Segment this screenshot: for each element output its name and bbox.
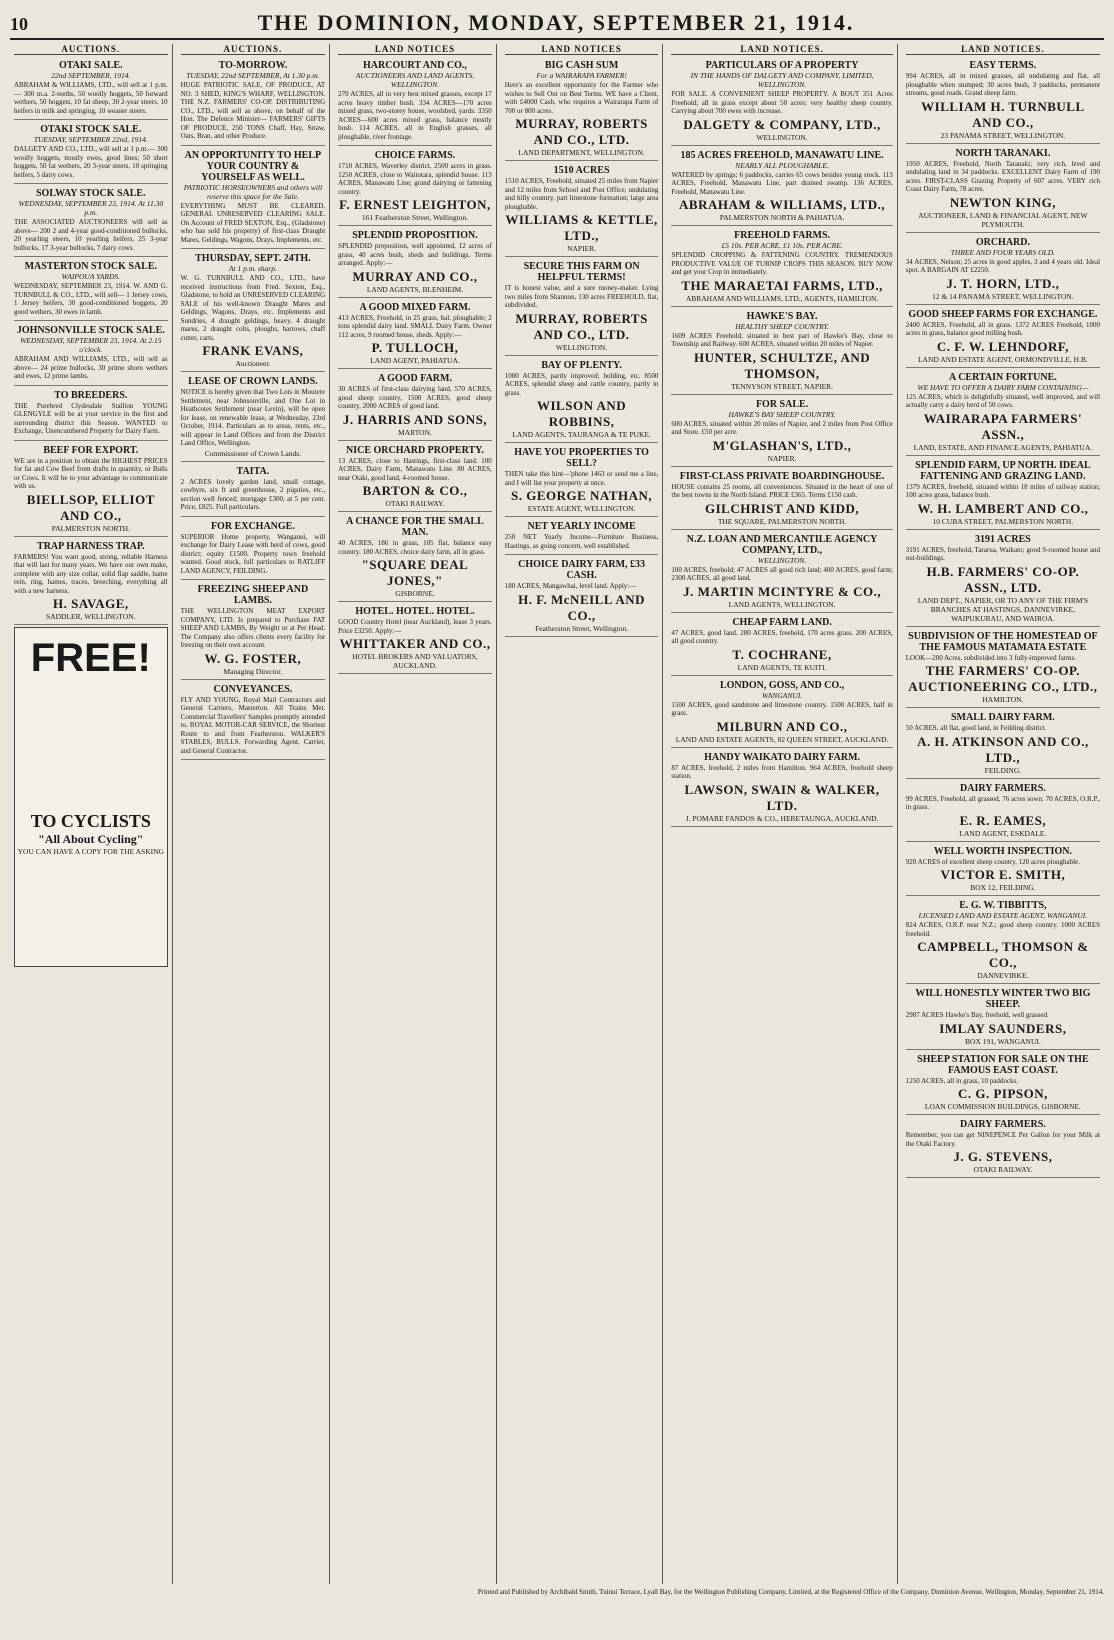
ad-advertiser: MILBURN AND CO.,: [716, 718, 848, 734]
ad-advertiser: MURRAY, ROBERTS AND CO., LTD.: [515, 310, 648, 342]
ad-heading: 3191 ACRES: [974, 533, 1031, 545]
ad-advertiser: P. TULLOCH,: [371, 340, 459, 355]
classified-ad: [338, 148, 492, 226]
ad-advertiser: S. GEORGE NATHAN,: [511, 488, 653, 503]
classified-ad: [338, 300, 492, 370]
ad-address: 161 Featherston Street, Wellington.: [361, 213, 469, 222]
classified-ad: [906, 370, 1100, 456]
ad-subheading: AUCTIONEERS AND LAND AGENTS, WELLINGTON.: [355, 71, 475, 89]
ad-advertiser: W. H. LAMBERT AND CO.,: [917, 500, 1089, 516]
ad-body: 87 ACRES, freehold, 2 miles from Hamilton. 964 ACRES, freehold sheep station.: [671, 763, 893, 780]
ad-address: PALMERSTON NORTH.: [51, 523, 130, 533]
classified-ad: [14, 259, 168, 321]
ad-address: WELLINGTON.: [555, 342, 608, 352]
ad-heading: AN OPPORTUNITY TO HELP YOUR COUNTRY & YOURSELF AS WELL.: [184, 149, 322, 183]
ad-heading: THURSDAY, SEPT. 24TH.: [195, 253, 311, 264]
ad-heading: EASY TERMS.: [969, 60, 1037, 71]
ad-heading: SUBDIVISION OF THE HOMESTEAD OF THE FAMOUS MATAMATA ESTATE: [908, 630, 1098, 653]
ad-heading: SPLENDID PROPOSITION.: [352, 230, 478, 241]
ad-address: LAND AND ESTATE AGENTS, 82 QUEEN STREET, AUCKLAND.: [675, 734, 889, 744]
ad-address: TENNYSON STREET, NAPIER.: [731, 381, 834, 391]
ad-address: FEILDING.: [984, 765, 1022, 775]
classified-ad: [671, 228, 892, 307]
ad-body: LOOK—200 Acres, subdivided into 3 fully-improved farms.: [905, 653, 1077, 662]
ad-advertiser: WILSON AND ROBBINS,: [537, 398, 627, 429]
ad-subheading: TUESDAY, 22nd SEPTEMBER, At 1.30 p.m.: [186, 71, 320, 80]
ad-advertiser: FRANK EVANS,: [202, 343, 304, 358]
column-2: [177, 44, 331, 1584]
ad-advertiser: DALGETY & COMPANY, LTD.,: [683, 116, 881, 132]
ad-heading: CONVEYANCES.: [213, 683, 293, 695]
ad-advertiser: WAIRARAPA FARMERS' ASSN.,: [923, 410, 1083, 442]
ad-advertiser: H. F. McNEILL AND CO.,: [518, 591, 645, 623]
classified-ad: [181, 582, 326, 680]
ad-heading: BIG CASH SUM: [544, 60, 619, 71]
classified-ad: [671, 397, 892, 467]
column-1: [10, 44, 173, 1584]
column-heading: LAND NOTICES.: [906, 44, 1100, 55]
ad-address: THE SQUARE, PALMERSTON NORTH.: [717, 516, 847, 526]
ad-subheading: WANGANUI.: [762, 690, 803, 700]
ad-body: W. G. TURNBULL AND CO., LTD., have received instructions from Fred. Sexton, Esq., Gladstone, to hold an UNRESERVED CLEARING SALE of his well-known Draught Mares and Geldings, Wagons, Drays, etc. Implements and Sundries, 4 draught geldings, heavy, 4 draught mares, 2 draught colts, ploughs, harrows, chaff cutter, carts.: [180, 274, 326, 342]
classified-ad: [181, 374, 326, 462]
ad-subheading: WEDNESDAY, SEPTEMBER 23, 1914. At 2.15 o'clock.: [20, 336, 162, 354]
ad-address: WELLINGTON.: [756, 132, 808, 142]
classified-ad: [671, 469, 892, 530]
ad-advertiser: MURRAY AND CO.,: [352, 268, 478, 284]
ad-body: 47 ACRES, good land. 280 ACRES, freehold, 170 acres grass. 200 ACRES, all good country.: [671, 628, 893, 645]
classified-ad: [671, 58, 892, 146]
ad-body: 2400 ACRES, Freehold, all in grass. 1372 ACRES Freehold, 1000 acres in grass, balance good milling bush.: [905, 320, 1101, 337]
ad-body: WEDNESDAY, SEPTEMBER 23, 1914. W. AND G. TURNBULL & CO., LTD., will sell— 1 Jersey cows, 1 Jersey heifers, 30 good-conditioned hoggets, 20 good wethers, 30 ewes in lamb.: [14, 282, 168, 316]
ad-advertiser: GILCHRIST AND KIDD,: [705, 500, 860, 516]
ad-subheading: WE HAVE TO OFFER A DAIRY FARM CONTAINING—: [917, 382, 1089, 392]
ad-heading: MASTERTON STOCK SALE.: [24, 261, 157, 272]
ad-advertiser: BIELLSOP, ELLIOT AND CO.,: [26, 491, 155, 523]
ad-address: BOX 191, WANGANUI.: [965, 1036, 1041, 1046]
ad-body: 2 ACRES lovely garden land, small cottage, cowbyre, six ft and greenhouse, 2 pigsties, etc., section well fenced; mortgage £300, at 5 per cent. Price, £825. Full particulars.: [180, 477, 326, 511]
ad-heading: SECURE THIS FARM ON HELPFUL TERMS!: [523, 261, 640, 283]
classified-ad: [505, 519, 659, 555]
ad-body: 600 ACRES, situated within 20 miles of Napier, and 2 miles from Post Office and Store. £50 per acre.: [671, 419, 893, 436]
ad-heading: FREEZING SHEEP AND LAMBS.: [197, 584, 309, 606]
newspaper-title: THE DOMINION, MONDAY, SEPTEMBER 21, 1914.: [257, 10, 855, 35]
classified-ad: [181, 682, 326, 761]
ad-advertiser: THE FARMERS' CO-OP. AUCTIONEERING CO., LTD.,: [908, 663, 1098, 694]
classified-ad: [505, 163, 659, 257]
ad-address: LAND AGENT, ESKDALE.: [959, 828, 1047, 838]
ad-body: WE are in a position to obtain the HIGHEST PRICES for fat and Cow Beef from drafts in quantity, or Bulls or Cows. It will be to your advantage to communicate with us.: [14, 456, 168, 490]
ad-body: FLY AND YOUNG, Royal Mail Contractors and General Carriers, Masterton. All Trains Met. Commercial Travellers' Samples promptly attended to. ROYAL MOTOR-CAR SERVICE, the Shortest Route to and from Featherston. WALKER'S STABLES, BULLS. Forwarding Agent, Carrier, and General Contractor.: [180, 695, 326, 755]
ad-address: LAND AND ESTATE AGENT, ORMONDVILLE, H.B.: [917, 354, 1088, 364]
ad-address: 12 & 14 PANAMA STREET, WELLINGTON.: [932, 291, 1074, 301]
ad-body: THE WELLINGTON MEAT EXPORT COMPANY, LTD. Is prepared to Purchase FAT SHEEP AND LAMBS, By Weight or at Per Head. The Company also offers clients every facility for freezing on their own account.: [180, 607, 326, 649]
ad-advertiser: NEWTON KING,: [949, 194, 1056, 210]
classified-ad: [906, 146, 1100, 233]
ad-subheading: HEALTHY SHEEP COUNTRY.: [735, 321, 829, 331]
page-number: 10: [10, 14, 28, 34]
ad-body: 125 ACRES, which is delightfully situated, well improved, and will actually carry a dairy herd of 50 cows.: [905, 392, 1101, 409]
ad-subheading: £5 10s. PER ACRE. £1 10s. PER ACRE.: [721, 241, 843, 250]
ad-heading: OTAKI STOCK SALE.: [40, 124, 142, 135]
booklet-cta: YOU CAN HAVE A COPY FOR THE ASKING: [17, 847, 164, 856]
ad-address: GISBORNE.: [395, 589, 435, 598]
ad-heading: LEASE OF CROWN LANDS.: [188, 376, 318, 387]
cyclists-heading: TO CYCLISTS: [30, 811, 151, 831]
ad-body: 1710 ACRES, Waverley district, 2500 acres in grass. 1250 ACRES, close to Waitotara, splendid house. 113 ACRES, Manawatu Line; grand dairying or fattening country.: [338, 162, 492, 196]
ad-heading: A CERTAIN FORTUNE.: [949, 371, 1057, 383]
ad-heading: HAVE YOU PROPERTIES TO SELL?: [514, 447, 649, 469]
ad-body: 1000 ACRES, partly improved; holding, etc. 8500 ACRES, splendid sheep and cattle country, partly in grass.: [504, 371, 659, 397]
classified-ad: [906, 898, 1100, 984]
ad-body: 250 NET Yearly Income—Furniture Business, Hastings, as going concern, well established.: [504, 533, 659, 550]
ad-heading: WILL HONESTLY WINTER TWO BIG SHEEP.: [915, 988, 1091, 1010]
ad-body: 1500 ACRES, good sandstone and limestone country. 1500 ACRES, half in grass.: [671, 700, 893, 717]
ad-heading: FREEHOLD FARMS.: [734, 230, 831, 241]
ad-advertiser: BARTON & CO.,: [362, 483, 468, 498]
ad-body: 50 ACRES, all flat, good land, in Feilding district.: [905, 724, 1047, 732]
classified-ad: [505, 259, 659, 356]
classified-ad: [14, 323, 168, 386]
ad-advertiser: CAMPBELL, THOMSON & CO.,: [917, 939, 1089, 970]
ad-advertiser: LAWSON, SWAIN & WALKER, LTD.: [684, 781, 880, 813]
classified-ad: [906, 1117, 1100, 1178]
ad-advertiser: E. R. EAMES,: [959, 812, 1047, 828]
ad-body: THEN take this hint—'phone 1463 or send me a line, and I will list your property at once.: [504, 470, 659, 487]
ad-body: THE ASSOCIATED AUCTIONEERS will sell as above— 200 2 and 4-year good-conditioned bullocks, 20 yearling steers, 10 yearling heifers, 25 3-year bullocks, 17 3-year bullocks, 7 dairy cows.: [14, 218, 168, 252]
ad-heading: A GOOD FARM.: [377, 373, 452, 384]
column-heading: LAND NOTICES.: [671, 44, 892, 55]
classified-ad: [181, 148, 326, 250]
column-5: [667, 44, 897, 1584]
classified-ad: [14, 443, 168, 537]
classified-ad: [181, 464, 326, 517]
ad-heading: HOTEL. HOTEL. HOTEL.: [355, 606, 475, 617]
ad-heading: 185 ACRES FREEHOLD, MANAWATU LINE.: [680, 149, 884, 161]
ad-heading: GOOD SHEEP FARMS FOR EXCHANGE.: [908, 308, 1098, 320]
ad-body: FOR SALE. A CONVENIENT SHEEP PROPERTY. A BOUT 351 Acres Freehold; all in grass except about 50 acres; very healthy sheep country. Carrying about 700 ewes with increase.: [671, 90, 893, 115]
classified-ad: [181, 58, 326, 146]
ad-heading: SPLENDID FARM, UP NORTH. IDEAL FATTENING AND GRAZING LAND.: [915, 459, 1091, 482]
classified-ad: [671, 750, 892, 827]
ad-advertiser: C. F. W. LEHNDORF,: [936, 338, 1069, 354]
ad-body: ABRAHAM AND WILLIAMS, LTD., will sell as above— 24 prime bullocks, 30 prime shorn wethers and ewes, 12 prime lambs.: [14, 355, 168, 380]
ad-body: NOTICE is hereby given that Two Lots in Moutere Settlement, near Johnsonville, and One Lot in Heathcotes Settlement (near Levin), will be open for lease, on renewable lease, at Wednesday, 23rd October, 1914. Particulars as to areas, rents, etc., will appear in Land Offices and from the District Land Office, Wellington.: [180, 388, 326, 447]
ad-body: EVERYTHING MUST BE CLEARED. GENERAL UNRESERVED CLEARING SALE. On Account of FRED SEXTON, Esq., (Gladstone) who has sold his property) of first-class Draught Mares, Geldings, Wagons, Drays, Implements, etc.: [180, 201, 326, 244]
ad-advertiser: "SQUARE DEAL JONES,": [361, 557, 469, 588]
ad-heading: CHOICE FARMS.: [374, 150, 456, 161]
ad-body: SUPERIOR Home property, Wanganui, will exchange for Dairy Lease with herd of cows, good district; equity £1500. Property town freehold wanted. Good stock, full particulars to RATLIFF LAND AGENCY, FEILDING.: [180, 532, 326, 575]
ad-heading: PARTICULARS OF A PROPERTY: [705, 60, 859, 71]
classified-ad: [505, 445, 659, 517]
classified-ad: [14, 388, 168, 441]
ad-address: LAND AGENTS, TE KUITI.: [737, 662, 827, 672]
ad-heading: HARCOURT AND CO.,: [363, 60, 467, 71]
ad-advertiser: HUNTER, SCHULTZE, AND THOMSON,: [693, 349, 871, 381]
ad-address: Commissioner of Crown Lands.: [204, 448, 302, 458]
ad-heading: CHEAP FARM LAND.: [732, 616, 832, 628]
ad-heading: DAIRY FARMERS.: [960, 782, 1046, 794]
ad-body: 180 ACRES, Mangawhai, level land. Apply:—: [504, 582, 637, 590]
ad-body: HUGE PATRIOTIC SALE, OF PRODUCE, AT NO. 3 SHED, KING'S WHARF, WELLINGTON. THE N.Z. FARMERS' CO-OP. DISTRIBUTING CO., LTD., will sell as above, on behalf of the Hon. The Defence Minister— FARMERS' GIFTS OF PRODUCE, 250 TONS Chaff, Hay, Straw, Oats, Bran, and other Produce.: [180, 81, 326, 140]
ad-address: SADDLER, WELLINGTON.: [46, 612, 136, 621]
ad-heading: E. G. W. TIBBITTS,: [959, 900, 1047, 911]
ad-address: ABRAHAM AND WILLIAMS, LTD., AGENTS, HAMILTON.: [685, 293, 879, 303]
ad-advertiser: MURRAY, ROBERTS AND CO., LTD.: [515, 116, 648, 147]
ad-body: 40 ACRES, 186 in grass, 105 flat, balance easy country. 180 ACRES, choice dairy farm, all in grass.: [338, 539, 492, 556]
column-6: [902, 44, 1104, 1584]
ad-address: Managing Director.: [223, 666, 283, 676]
classified-ad: [906, 781, 1100, 842]
ad-address: LAND DEPT., NAPIER, OR TO ANY OF THE FIRM'S BRANCHES AT HASTINGS, DANNEVIRKE, WAIPUKURAU, AND WAIROA.: [917, 595, 1089, 623]
ad-body: 13 ACRES, close to Hastings, first-class land. 100 ACRES, Dairy Farm, Manawatu Line. 80 ACRES, near Otaki, good land, 4-roomed house.: [338, 456, 492, 482]
classified-ad: [338, 604, 492, 674]
ad-subheading: For a WAIRARAPA FARMER!: [536, 71, 627, 80]
ad-body: GOOD Country Hotel (near Auckland), lease 3 years. Price £3250. Apply:—: [338, 618, 492, 635]
free-headline: FREE!: [30, 636, 151, 680]
classified-ad: [338, 443, 492, 513]
ad-advertiser: H.B. FARMERS' CO-OP. ASSN., LTD.: [926, 563, 1080, 595]
ad-subheading: THREE AND FOUR YEARS OLD.: [950, 247, 1056, 257]
ad-body: 413 ACRES, Freehold, in 25 grass, bal. ploughable; 2 tons splendid dairy land. SMALL Dairy Farm, Owner 112 acres, 9 roomed house, sheds. Apply:—: [338, 313, 492, 339]
ad-heading: TO BREEDERS.: [54, 389, 128, 401]
ad-body: 34 ACRES, Nelson; 25 acres in good apples, 3 and 4 years old. Ideal spot. A BARGAIN AT £2250.: [905, 257, 1101, 274]
ad-address: LAND AGENTS, TAURANGA & TE PUKE.: [512, 430, 651, 439]
ad-address: ESTATE AGENT, WELLINGTON.: [527, 504, 636, 513]
ad-body: 1950 ACRES, Freehold, North Taranaki; very rich, level and undulating land in 34 paddocks. EXCELLENT Dairy Farm of 190 acres. FIRST-CLASS Grazing Property of 607 acres. VERY rich Coast Dairy Farm, 78 acres.: [905, 159, 1101, 193]
ad-subheading: HAWKE'S BAY SHEEP COUNTRY.: [728, 409, 836, 419]
ad-heading: HAWKE'S BAY.: [746, 310, 818, 322]
ad-address: NAPIER.: [567, 244, 597, 253]
ad-heading: TAITA.: [236, 465, 270, 477]
ad-address: NAPIER.: [767, 453, 797, 463]
ad-heading: NET YEARLY INCOME: [527, 521, 636, 532]
column-heading: LAND NOTICES: [338, 44, 492, 55]
ad-heading: A CHANCE FOR THE SMALL MAN.: [346, 516, 484, 538]
ad-advertiser: A. H. ATKINSON AND CO., LTD.,: [917, 733, 1089, 765]
ad-heading: SMALL DAIRY FARM.: [950, 712, 1055, 723]
ad-subheading: 22nd SEPTEMBER, 1914.: [51, 71, 131, 80]
ad-advertiser: WILLIAM H. TURNBULL AND CO.,: [921, 98, 1085, 130]
ad-advertiser: C. G. PIPSON,: [957, 1086, 1048, 1101]
classified-ad: [338, 58, 492, 146]
ad-subheading: PATRIOTIC HORSEOWNERS and others will reserve this space for the Sale.: [183, 182, 323, 201]
classified-ad: [906, 235, 1100, 305]
classified-ad: [14, 539, 168, 626]
ad-body: 1510 ACRES, Freehold, situated 25 miles from Napier and 12 miles from School and Post Office; undulating and hilly country, part limestone formation; large area ploughable.: [504, 177, 659, 211]
ad-advertiser: F. ERNEST LEIGHTON,: [339, 197, 491, 212]
ad-advertiser: WILLIAMS & KETTLE, LTD.,: [505, 212, 658, 243]
ad-address: AUCTIONEER, LAND & FINANCIAL AGENT, NEW PLYMOUTH.: [918, 210, 1088, 229]
ad-address: J. POMARE FANDOS & CO., HERETAUNGA, AUCKLAND.: [685, 813, 879, 823]
ad-address: LOAN COMMISSION BUILDINGS, GISBORNE.: [924, 1102, 1081, 1111]
classified-ad: [181, 251, 326, 372]
ad-address: LAND AGENTS, BLENHEIM.: [366, 284, 464, 294]
ad-subheading: IN THE HANDS OF DALGETY AND COMPANY, LIMITED, WELLINGTON.: [690, 71, 874, 89]
ad-subheading: TUESDAY, SEPTEMBER 22nd, 1914.: [33, 135, 148, 144]
ad-heading: LONDON, GOSS, AND CO.,: [719, 679, 845, 691]
cycling-booklet-illustration: [14, 627, 168, 967]
ad-advertiser: T. COCHRANE,: [732, 646, 832, 662]
ad-address: DANNEVIRKE.: [977, 971, 1029, 980]
classified-ad: [338, 371, 492, 441]
column-4: [501, 44, 664, 1584]
ad-advertiser: J. MARTIN MCINTYRE & CO.,: [683, 583, 882, 599]
ad-heading: HANDY WAIKATO DAIRY FARM.: [704, 751, 861, 763]
classified-ad: [14, 122, 168, 184]
classified-ad: [906, 986, 1100, 1050]
ad-body: 824 ACRES, O.R.P. near N.Z.; good sheep country. 1000 ACRES freehold.: [905, 921, 1101, 938]
ad-body: HOUSE contains 25 rooms, all conveniences. Situated in the heart of one of the best towns in the North Island. PRICE £365. Terms £150 cash.: [671, 482, 893, 499]
ad-address: OTAKI RAILWAY.: [973, 1165, 1033, 1174]
newspaper-page: [10, 10, 1104, 1620]
ad-address: 23 PANAMA STREET, WELLINGTON.: [940, 130, 1066, 140]
classified-ad: [671, 678, 892, 748]
ad-address: MARTON.: [398, 427, 432, 437]
ad-subheading: At 1 p.m. sharp.: [228, 264, 277, 273]
ad-body: Remember, you can get NINEPENCE Per Gallon for your Milk at the Otaki Factory.: [905, 1131, 1101, 1148]
ad-body: 994 ACRES, all in mixed grasses, all undulating and flat, all ploughable when stumped; 30 acres bush, 3 paddocks, permanent streams, good roads. Grand sheep farm.: [905, 72, 1101, 97]
classified-ad: [338, 514, 492, 602]
ad-advertiser: J. HARRIS AND SONS,: [342, 411, 488, 427]
imprint-footer: Printed and Published by Archibald Smith, Tuinui Terrace, Lyall Bay, for the Wellington Publishing Company, Limited, at the Registered Office of the Company, Dominion Avenue, Wellington, Monday, September 21, 1914.: [477, 1588, 1104, 1596]
ad-subheading: WEDNESDAY, SEPTEMBER 23, 1914. At 11.30 p.m.: [18, 199, 164, 217]
ad-subheading: WELLINGTON.: [757, 555, 807, 565]
ad-body: 100 ACRES, freehold; 47 ACRES all good rich land; 400 ACRES, good farm; 2300 ACRES, all good land.: [671, 565, 893, 582]
ad-address: LAND AGENTS, WELLINGTON.: [728, 599, 836, 609]
ad-heading: TRAP HARNESS TRAP.: [37, 540, 145, 552]
ad-advertiser: J. T. HORN, LTD.,: [946, 275, 1060, 291]
ad-body: 3191 ACRES, freehold, Tararua, Waikato; good 9-roomed house and out-buildings.: [905, 545, 1101, 562]
ad-address: PALMERSTON NORTH & PAHIATUA.: [719, 213, 845, 222]
ad-address: OTAKI RAILWAY.: [385, 499, 445, 508]
ad-heading: SOLWAY STOCK SALE.: [36, 188, 146, 199]
classified-ad: [906, 844, 1100, 897]
ad-body: 99 ACRES, Freehold, all grassed, 76 acres sown. 70 ACRES, O.R.P., in grass.: [905, 794, 1101, 811]
classified-ad: [906, 58, 1100, 144]
ad-heading: FOR SALE.: [755, 398, 809, 410]
ad-address: LAND DEPARTMENT, WELLINGTON.: [518, 148, 645, 157]
ad-heading: NICE ORCHARD PROPERTY.: [346, 444, 484, 456]
ad-subheading: LICENSED LAND AND ESTATE AGENT, WANGANUI.: [918, 911, 1088, 920]
classified-ad: [505, 58, 659, 161]
masthead: [10, 10, 1104, 40]
classified-ad: [906, 1052, 1100, 1116]
classified-ad: [906, 532, 1100, 627]
classified-ad: [671, 532, 892, 613]
classified-ad: [906, 629, 1100, 709]
ad-address: HOTEL BROKERS AND VALUATORS, AUCKLAND.: [352, 652, 478, 670]
ad-heading: DAIRY FARMERS.: [960, 1119, 1046, 1130]
ad-heading: FIRST-CLASS PRIVATE BOARDINGHOUSE.: [679, 470, 885, 482]
ad-heading: TO-MORROW.: [218, 60, 288, 71]
ad-heading: A GOOD MIXED FARM.: [359, 301, 471, 313]
ad-body: FARMERS! You want good, strong, reliable Harness that will last for many years. We have our own make, complete with any size collar, solid flap saddle, hame rein, ring, hames, traces, breeching, everything all with a new harness.: [14, 552, 168, 595]
classified-ad: [671, 148, 892, 227]
column-heading: AUCTIONS.: [14, 44, 168, 55]
classified-ad: [181, 519, 326, 581]
ad-columns: [10, 44, 1104, 1584]
ad-heading: N.Z. LOAN AND MERCANTILE AGENCY COMPANY, LTD.,: [686, 533, 878, 556]
ad-body: Here's an excellent opportunity for the Farmer who wishes to Sell Out on Best Terms. WE have a Client, with £4000 Cash, who requires a Wairarapa Farm of 700 or 800 acres.: [504, 81, 659, 115]
ad-advertiser: VICTOR E. SMITH,: [940, 867, 1066, 882]
ad-body: 30 ACRES of first-class dairying land, 570 ACRES, good sheep country, 1500 ACRES, good sheep country, 2000 ACRES of good land.: [338, 385, 492, 410]
ad-address: Auctioneer.: [235, 359, 271, 368]
ad-advertiser: WHITTAKER AND CO.,: [339, 636, 491, 651]
ad-body: 1250 ACRES, all in grass, 10 paddocks.: [905, 1076, 1018, 1085]
ad-advertiser: J. G. STEVENS,: [953, 1149, 1053, 1164]
classified-ad: [906, 458, 1100, 530]
ad-heading: 1510 ACRES: [553, 165, 610, 176]
classified-ad: [14, 186, 168, 257]
ad-address: LAND, ESTATE, AND FINANCE AGENTS, PAHIATUA.: [913, 442, 1093, 452]
ad-advertiser: H. SAVAGE,: [52, 596, 129, 611]
column-heading: LAND NOTICES: [505, 44, 659, 55]
ad-body: IT is honest value, and a sure money-maker. Lying two miles from Shannon, 130 acres FREEHOLD, flat, subdivided.: [504, 284, 659, 309]
ad-subheading: NEARLY ALL PLOUGHABLE.: [735, 160, 829, 170]
ad-body: SPLENDID proposition, well appointed, 12 acres of grass, 40 acres bush, sheds and buildings. Terms arranged. Apply:—: [338, 242, 492, 267]
ad-address: BOX 12, FEILDING.: [970, 883, 1036, 892]
ad-body: THE Purebred Clydesdale Stallion YOUNG GLENGYLE will be at your service in the first and surrounding district this Season. WANTED to Exchange, Unencumbered Property for Dairy Farm.: [14, 401, 168, 435]
ad-address: 10 CUBA STREET, PALMERSTON NORTH.: [932, 516, 1074, 526]
ad-heading: BAY OF PLENTY.: [541, 359, 622, 371]
ad-advertiser: W. G. FOSTER,: [204, 650, 302, 666]
classified-ad: [505, 358, 659, 444]
ad-body: 270 ACRES, all in very best mixed grasses, except 17 acres heavy timber bush. 334 ACRES—170 acres mixed grass, two-storey house, woolshed, yards. 3350 ACRES—600 acres mixed grass, balance mostly bush. 114 ACRES, all in English grasses, all ploughable, river frontage.: [338, 90, 492, 141]
ad-body: SPLENDID CROPPING & FATTENING COUNTRY. TREMENDOUS PRODUCTIVE VALUE OF TURNIP CROPS THIS SEASON. BUY NOW and get your Crop in immediately.: [671, 251, 893, 276]
ad-heading: ORCHARD.: [975, 236, 1030, 248]
ad-address: Featherston Street, Wellington.: [535, 623, 629, 633]
ad-advertiser: M'GLASHAN'S, LTD.,: [712, 437, 852, 453]
ad-heading: FOR EXCHANGE.: [210, 520, 295, 532]
classified-ad: [338, 228, 492, 298]
ad-advertiser: ABRAHAM & WILLIAMS, LTD.,: [679, 197, 886, 212]
classified-ad: [671, 309, 892, 395]
ad-heading: CHOICE DAIRY FARM, £33 CASH.: [518, 559, 646, 581]
ad-heading: SHEEP STATION FOR SALE ON THE FAMOUS EAST COAST.: [917, 1053, 1089, 1076]
ad-body: WATERED by springs; 6 paddocks, carries 65 cows besides young stock. 113 ACRES, Freehold, Manawatu Line, part drained swamp. 136 ACRES, Freehold, Manawatu Line.: [671, 170, 893, 196]
ad-body: ABRAHAM & WILLIAMS, LTD., will sell at 1 p.m.— 300 m.a. 2-teeths, 50 woolly hoggets, 50 forward wethers, 50 hoggets, 10 fat sheep, 30 2-year steers, 10 heifers in milk and springing, 10 weaner steers.: [14, 81, 168, 115]
column-3: [334, 44, 497, 1584]
booklet-title: "All About Cycling": [38, 832, 144, 846]
ad-body: 920 ACRES of excellent sheep country, 120 acres ploughable.: [905, 857, 1080, 866]
column-heading: AUCTIONS.: [181, 44, 326, 55]
ad-body: 1609 ACRES Freehold, situated in best part of Hawke's Bay, close to Township and Railway. 600 ACRES, situated within 20 miles of Napier.: [671, 331, 893, 348]
ad-body: 2987 ACRES Hawke's Bay, freehold, well grassed.: [905, 1011, 1049, 1019]
ad-heading: BEEF FOR EXPORT.: [43, 444, 139, 456]
ad-heading: WELL WORTH INSPECTION.: [933, 845, 1072, 857]
ad-body: DALGETY AND CO., LTD., will sell at 1 p.m.— 300 woolly hoggets, mostly ewes, good lines; 50 short hoggets, 50 fat wethers, 20 3-year steers, 10 springing heifers, 5 dairy cows.: [14, 145, 168, 179]
ad-heading: JOHNSONVILLE STOCK SALE.: [16, 325, 165, 336]
ad-advertiser: IMLAY SAUNDERS,: [939, 1020, 1067, 1036]
classified-ad: [14, 58, 168, 120]
classified-ad: [906, 710, 1100, 779]
ad-heading: OTAKI SALE.: [58, 60, 123, 71]
ad-subheading: WAIPOUA YARDS.: [61, 272, 120, 281]
classified-ad: [505, 557, 659, 637]
ad-address: HAMILTON.: [982, 695, 1024, 704]
ad-body: 1379 ACRES, freehold, situated within 18 miles of railway station; 100 acres grass, balance bush.: [905, 482, 1101, 499]
classified-ad: [906, 307, 1100, 368]
ad-heading: NORTH TARANAKI.: [955, 147, 1051, 159]
ad-address: LAND AGENT, PAHIATUA.: [370, 356, 460, 365]
ad-advertiser: THE MARAETAI FARMS, LTD.,: [681, 277, 883, 293]
classified-ad: [671, 615, 892, 676]
